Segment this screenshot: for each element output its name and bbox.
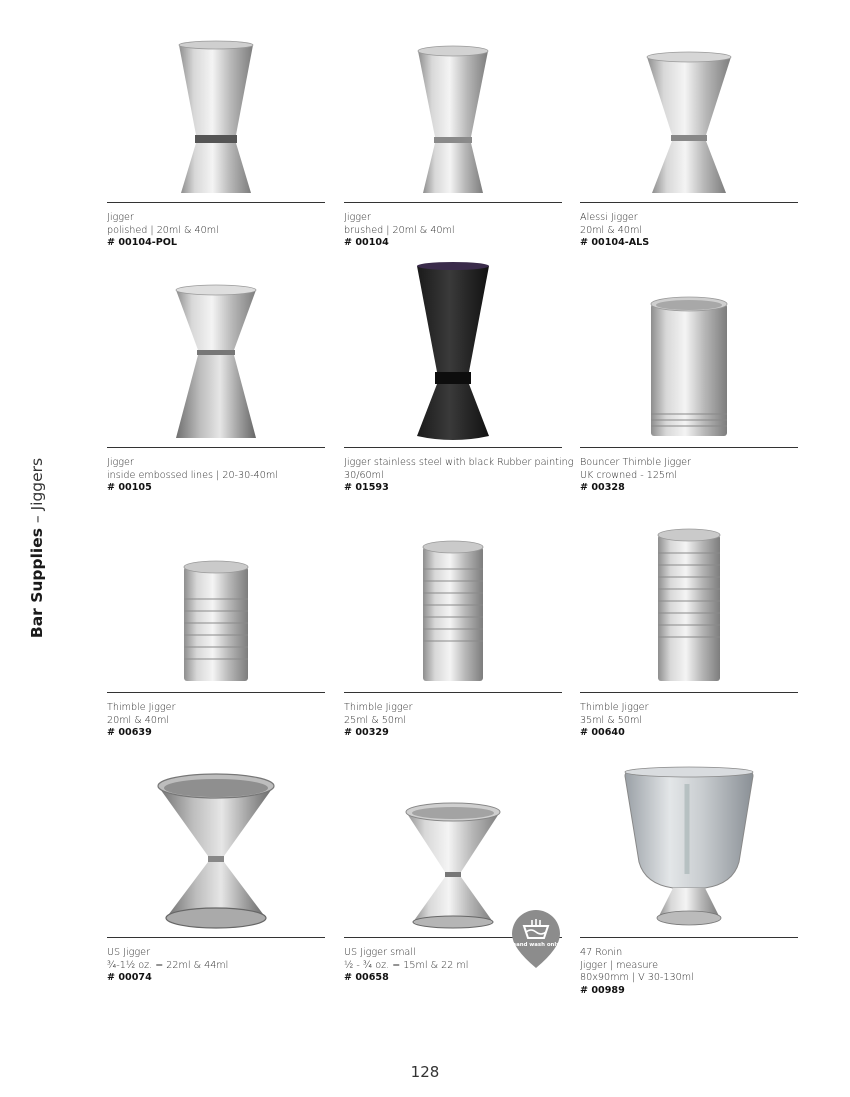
product-name: Thimble Jigger: [580, 702, 649, 713]
product-photo: [107, 275, 325, 440]
product-sku: # 00658: [344, 972, 389, 984]
product-name: Jigger stainless steel with black Rubber painting: [344, 457, 574, 468]
product-name: Bouncer Thimble Jigger: [580, 457, 691, 468]
product-photo: [580, 275, 798, 440]
product-photo: [344, 520, 562, 685]
product-photo: [107, 520, 325, 685]
product-sku: # 00329: [344, 727, 389, 739]
product-desc: 20ml & 40ml: [580, 224, 643, 236]
product-desc: 20ml & 40ml: [107, 714, 170, 726]
divider: [107, 692, 325, 693]
product-name: Jigger: [107, 212, 134, 223]
product-name: 47 Ronin: [580, 947, 623, 958]
product-sku: # 00074: [107, 972, 152, 984]
divider: [107, 447, 325, 448]
product-sku: # 00640: [580, 727, 625, 739]
product-desc-2: 80x90mm | V 30-130ml: [580, 972, 694, 984]
product-caption: [344, 457, 584, 495]
product-caption: [107, 702, 347, 740]
divider: [344, 692, 562, 693]
product-name: Alessi Jigger: [580, 212, 638, 223]
hand-wash-icon: [510, 908, 562, 970]
product-name: US Jigger small: [344, 947, 416, 958]
divider: [107, 202, 325, 203]
product-caption: [107, 212, 347, 250]
product-photo: [580, 520, 798, 685]
product-photo: [580, 765, 798, 930]
product-desc: UK crowned - 125ml: [580, 469, 678, 481]
product-name: US Jigger: [107, 947, 151, 958]
product-caption: [580, 212, 820, 250]
product-sku: # 00104-ALS: [580, 237, 650, 249]
product-photo: [107, 765, 325, 930]
product-caption: [580, 457, 820, 495]
product-name: Thimble Jigger: [344, 702, 413, 713]
product-sku: # 00989: [580, 984, 625, 996]
divider: [107, 937, 325, 938]
page-number: 128: [410, 1063, 440, 1081]
product-desc: brushed | 20ml & 40ml: [344, 224, 455, 236]
product-sku: # 01593: [344, 482, 389, 494]
product-sku: # 00104: [344, 237, 389, 249]
product-caption: [580, 947, 820, 997]
hand-wash-badge: [510, 908, 562, 970]
product-caption: [580, 702, 820, 740]
divider: [580, 937, 798, 938]
product-sku: # 00328: [580, 482, 625, 494]
product-caption: [107, 457, 347, 495]
product-photo: [344, 765, 562, 930]
product-sku: # 00105: [107, 482, 152, 494]
product-desc: inside embossed lines | 20-30-40ml: [107, 469, 278, 481]
product-caption: [107, 947, 347, 985]
product-sku: # 00639: [107, 727, 152, 739]
divider: [580, 692, 798, 693]
divider: [580, 202, 798, 203]
product-desc: polished | 20ml & 40ml: [107, 224, 219, 236]
product-desc: 35ml & 50ml: [580, 714, 643, 726]
product-caption: [344, 702, 584, 740]
product-sku: # 00104-POL: [107, 237, 178, 249]
section-title: Bar Supplies – Jiggers: [28, 457, 46, 639]
product-desc: 30/60ml: [344, 469, 384, 481]
product-name: Jigger: [344, 212, 371, 223]
product-desc: 25ml & 50ml: [344, 714, 407, 726]
product-name: Jigger: [107, 457, 134, 468]
product-name: Thimble Jigger: [107, 702, 176, 713]
divider: [344, 447, 562, 448]
hand-wash-label: hand wash only: [512, 942, 560, 948]
divider: [580, 447, 798, 448]
product-photo: [344, 30, 562, 195]
divider: [344, 202, 562, 203]
product-photo: [107, 30, 325, 195]
product-desc: ½ - ¾ oz. = 15ml & 22 ml: [344, 959, 469, 971]
product-desc: ¾-1½ oz. = 22ml & 44ml: [107, 959, 229, 971]
product-caption: [344, 212, 584, 250]
product-photo: [344, 255, 562, 440]
product-desc: Jigger | measure: [580, 959, 659, 971]
product-photo: [580, 30, 798, 195]
